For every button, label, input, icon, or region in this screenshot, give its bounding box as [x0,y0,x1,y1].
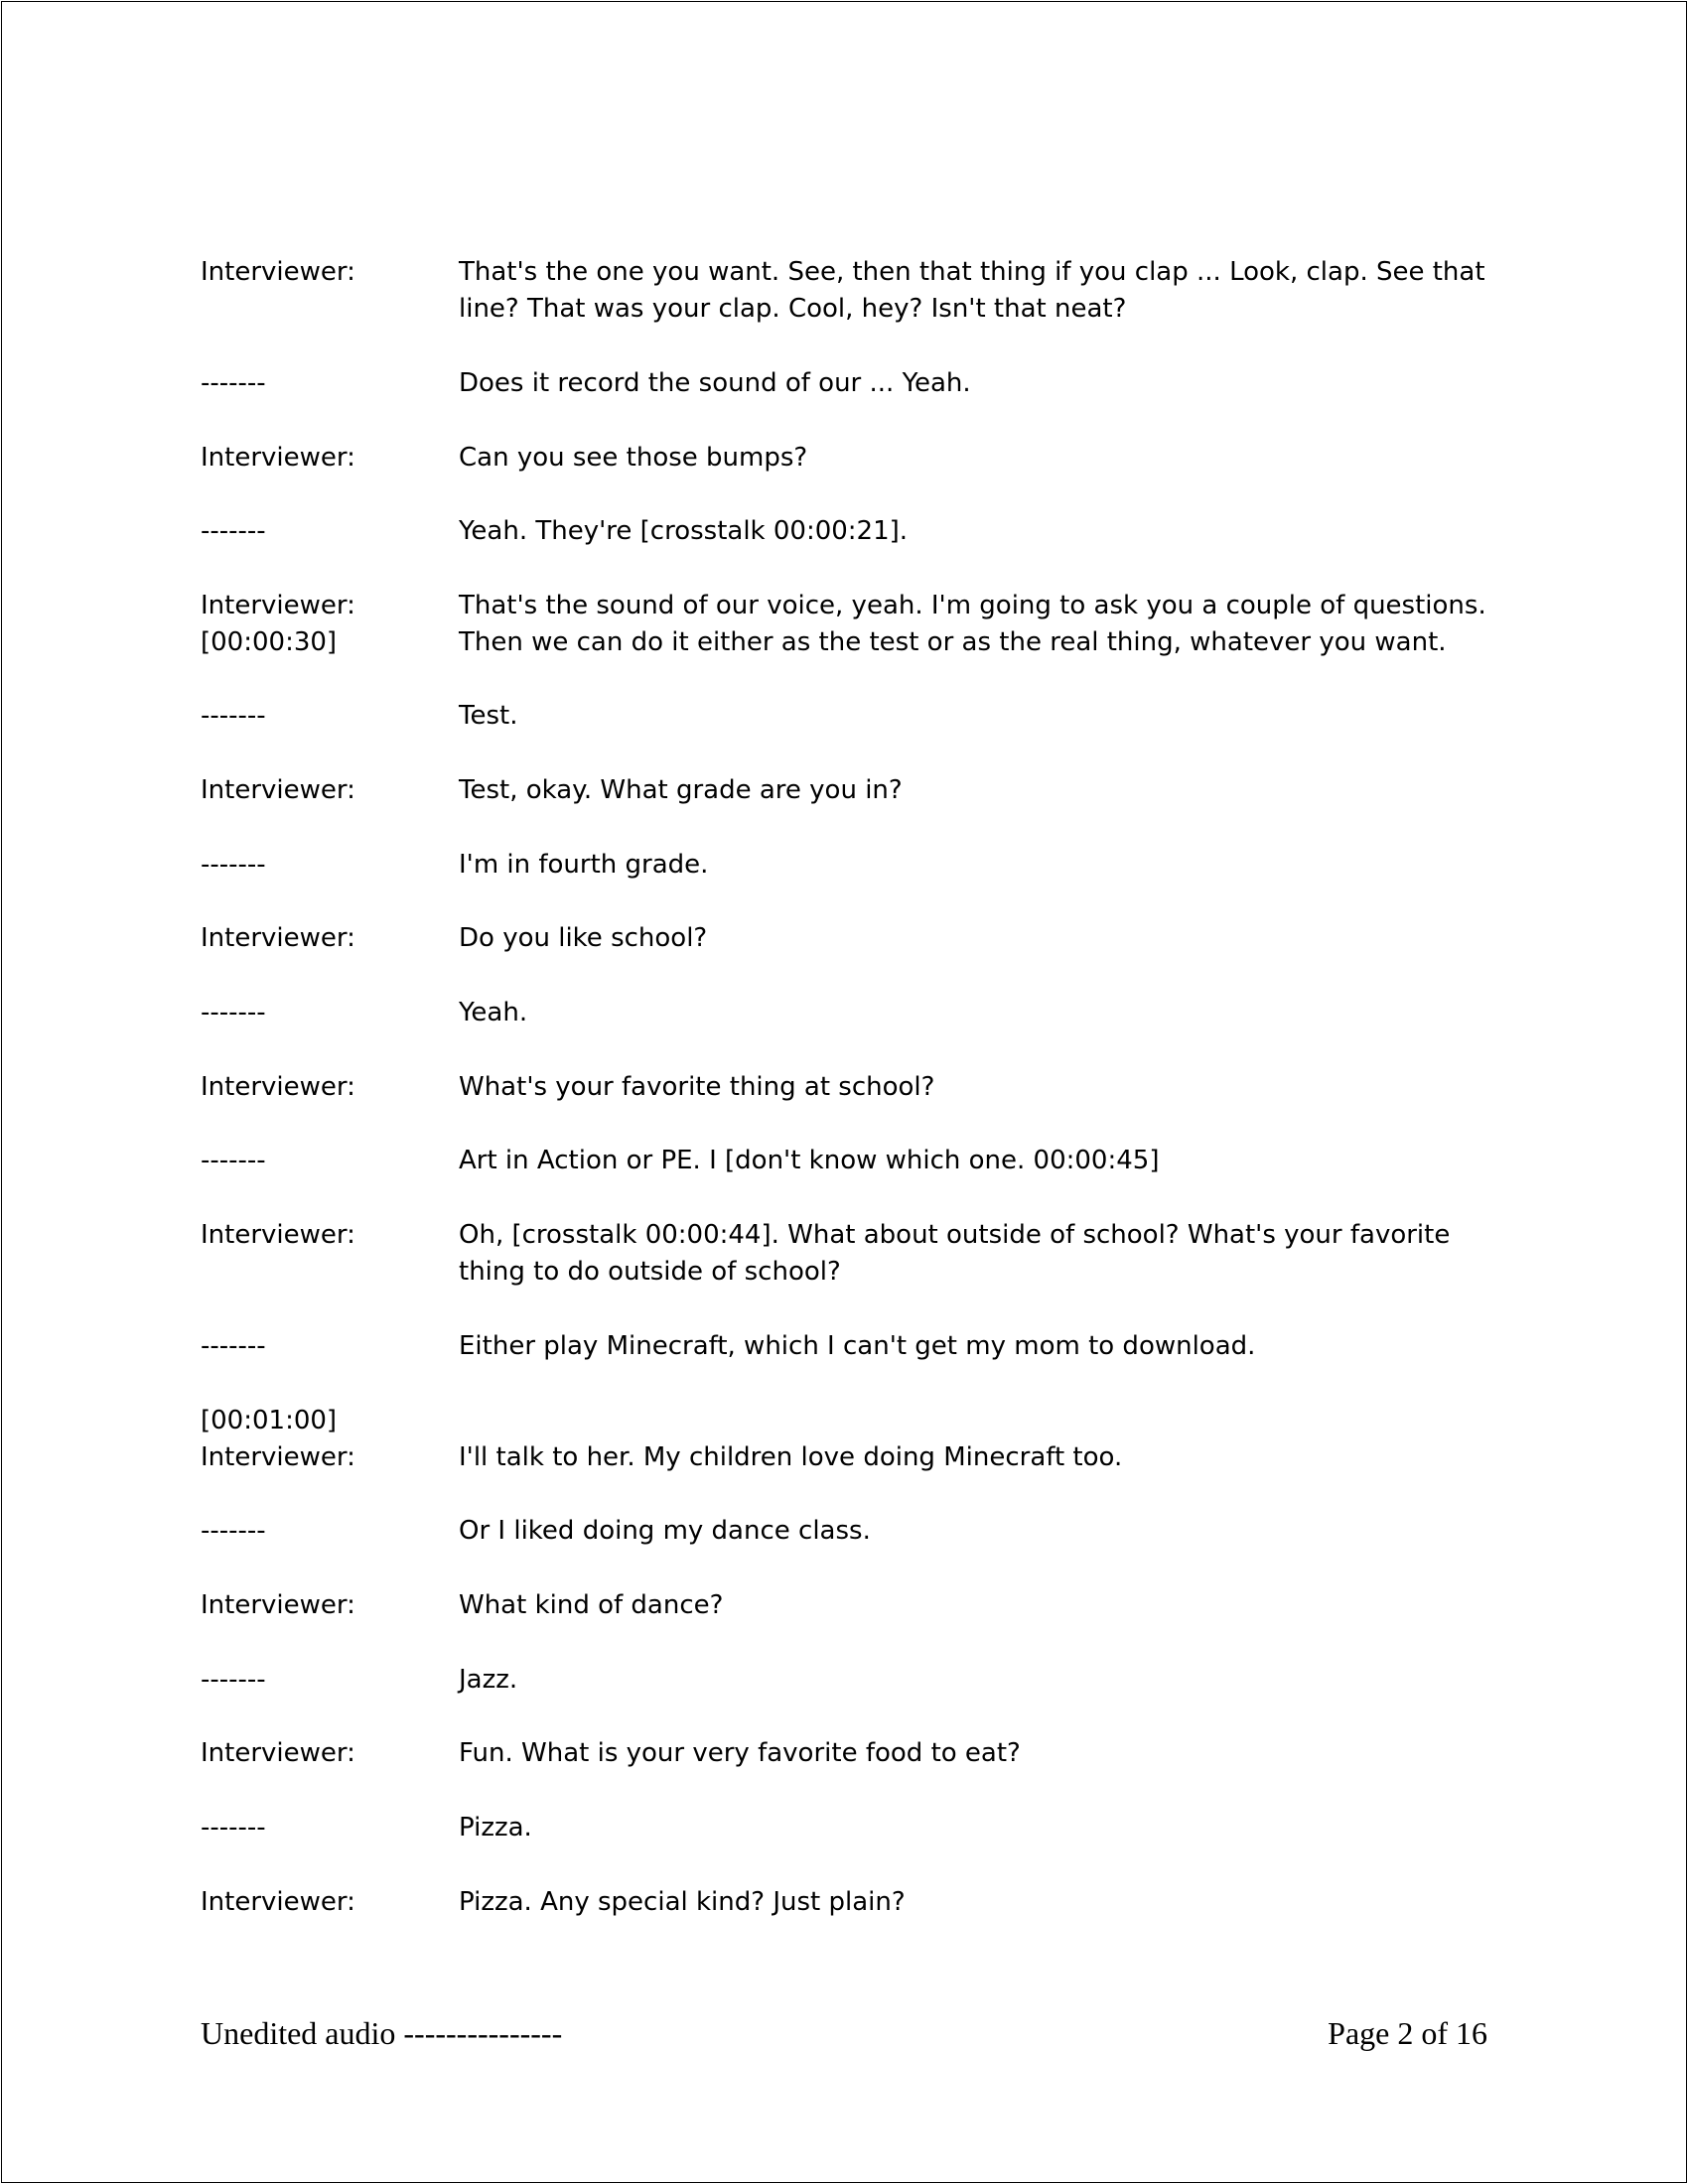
speech-text: Either play Minecraft, which I can't get my mom to download. [459,1331,1256,1361]
speech-text: Yeah. [459,998,528,1027]
speaker-label: ------- [201,1813,266,1843]
speech-text: Oh, [crosstalk 00:00:44]. What about outside of school? What's your favorite thing to do outside of school? [459,1220,1451,1287]
speaker-label: Interviewer: [201,257,355,287]
speaker-label: ------- [201,850,266,880]
speaker-label: ------- [201,998,266,1027]
speaker-label: Interviewer: [201,1738,355,1768]
speech-text: I'm in fourth grade. [459,850,709,880]
footer-audio-note: Unedited audio --------------- [201,2015,563,2051]
speaker-label: [00:01:00] Interviewer: [201,1406,355,1472]
speaker-label: Interviewer: [201,1590,355,1620]
speech-text: Fun. What is your very favorite food to eat? [459,1738,1021,1768]
speaker-label: ------- [201,1146,266,1175]
speaker-label: Interviewer: [201,775,355,805]
speaker-label: Interviewer: [201,1072,355,1102]
speaker-label: ------- [201,1665,266,1695]
speech-text: Jazz. [459,1665,518,1695]
speaker-label: Interviewer: [00:00:30] [201,591,355,657]
speaker-label: Interviewer: [201,443,355,473]
speech-text: Can you see those bumps? [459,443,808,473]
speech-text: That's the sound of our voice, yeah. I'm going to ask you a couple of questions. Then we can do it either as the test or as the real thing, whatever you want. [459,591,1486,657]
speech-text: I'll talk to her. My children love doing Minecraft too. [459,1442,1123,1472]
footer-page-number: Page 2 of 16 [1328,2015,1487,2051]
speech-text: Yeah. They're [crosstalk 00:00:21]. [459,516,909,546]
speaker-label: ------- [201,1516,266,1546]
speech-text: That's the one you want. See, then that thing if you clap ... Look, clap. See that line? That was your clap. Cool, hey? Isn't that neat? [459,257,1485,324]
speech-text: Art in Action or PE. I [don't know which one. 00:00:45] [459,1146,1160,1175]
speech-text: Pizza. [459,1813,532,1843]
speaker-label: ------- [201,368,266,398]
speaker-label: Interviewer: [201,923,355,953]
speech-text: Does it record the sound of our ... Yeah. [459,368,971,398]
speech-text: Do you like school? [459,923,708,953]
speaker-label: ------- [201,1331,266,1361]
speech-text: What kind of dance? [459,1590,724,1620]
speaker-label: ------- [201,701,266,731]
speech-text: Pizza. Any special kind? Just plain? [459,1887,906,1917]
speech-text: What's your favorite thing at school? [459,1072,935,1102]
document-page [1,1,1687,2183]
speaker-label: Interviewer: [201,1220,355,1250]
speaker-label: ------- [201,516,266,546]
speech-text: Test, okay. What grade are you in? [459,775,903,805]
speech-text: Test. [459,701,518,731]
speech-text: Or I liked doing my dance class. [459,1516,871,1546]
speaker-label: Interviewer: [201,1887,355,1917]
